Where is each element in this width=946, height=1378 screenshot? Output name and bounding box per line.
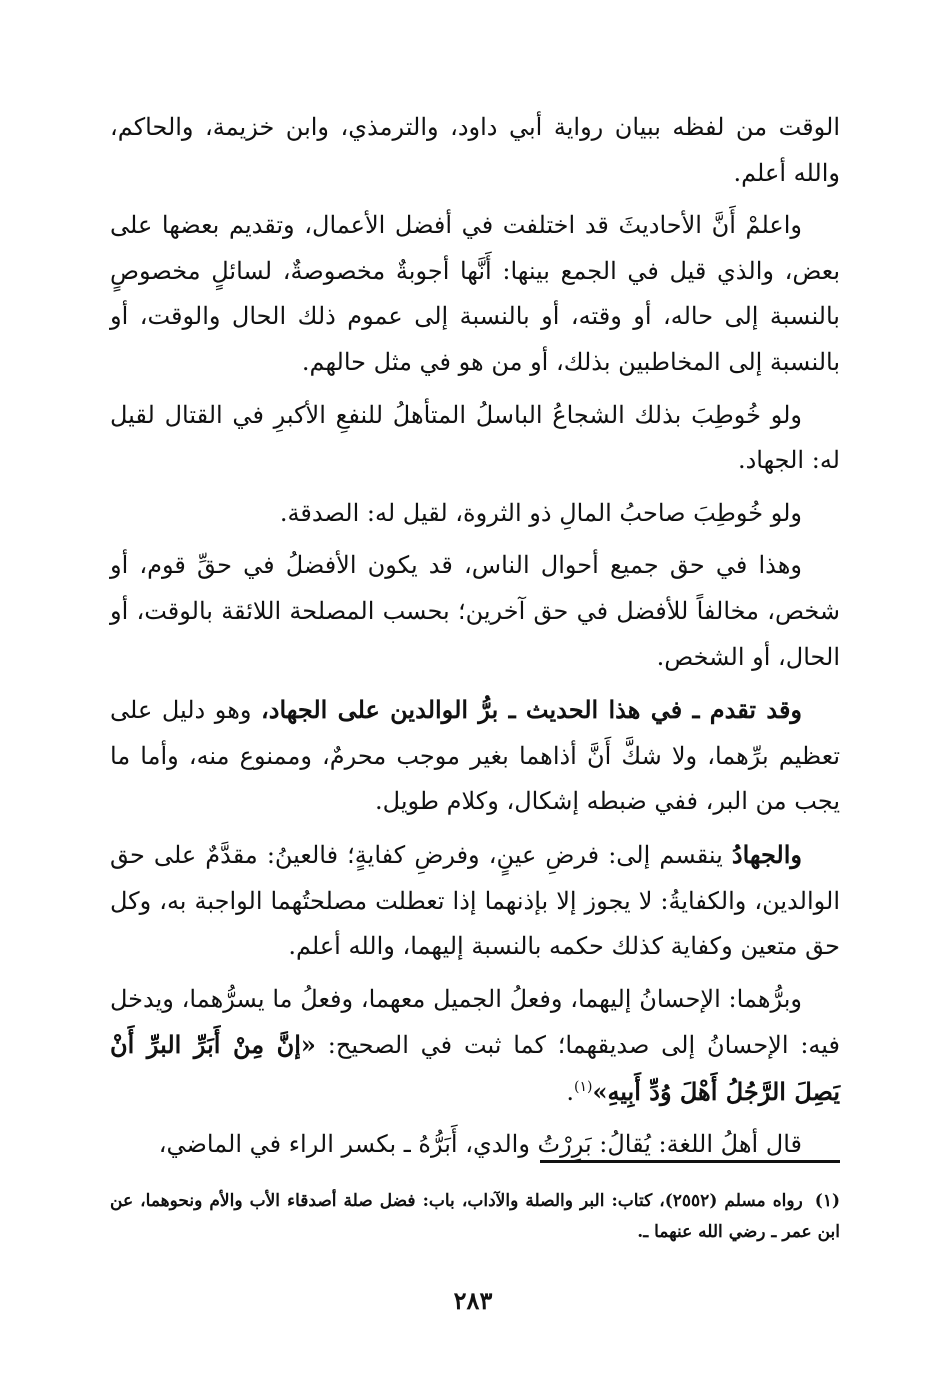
paragraph-6 [110,687,840,825]
paragraph-5-text: وهذا في حق جميع أحوال الناس، قد يكون الأفضلُ في حقِّ قوم، أو شخص، مخالفاً للأفضل في حق آخرين؛ بحسب المصلحة اللائقة بالوقت، أو الحال، أو الشخص. [110,551,840,671]
paragraph-2 [110,203,840,385]
paragraph-6-bold-lead: وقد تقدم ـ في هذا الحديث ـ برُّ الوالدين على الجهاد، [261,695,803,725]
paragraph-4-text: ولو خُوطِبَ صاحبُ المالِ ذو الثروة، لقيل له: الصدقة. [279,498,802,527]
paragraph-9-text: قال أهلُ اللغة: يُقالُ: بَرِرْتُ والدي، أَبَرُّهُ ـ بكسر الراء في الماضي، [158,1130,802,1159]
paragraph-7-text: ينقسم إلى: فرضِ عينٍ، وفرضِ كفايةٍ؛ فالعينُ: مقدَّمٌ على حق الوالدين، والكفايةُ: لا يجوز إلا بإذنهما إذا تعطلت مصلحتُهما الواجبة به، وكل حق متعين وكفاية كذلك حكمه بالنسبة إليهما، والله أعلم. [110,840,840,961]
paragraph-7 [110,832,840,970]
paragraph-7-bold-lead: والجهادُ [731,839,802,869]
paragraph-1-text: الوقت من لفظه ببيان رواية أبي داود، والترمذي، وابن خزيمة، والحاكم، والله أعلم. [110,113,840,187]
paragraph-8-text: وبرُّهما: الإحسانُ إليهما، وفعلُ الجميل معهما، وفعلُ ما يسرُّهما، ويدخل فيه: الإحسانُ إلى صديقهما؛ كما ثبت في الصحيح: [110,984,840,1060]
hadith-quote: «إنَّ مِنْ أَبَرِّ البرِّ أَنْ يَصِلَ الرَّجُلُ أَهْلَ وُدِّ أَبِيهِ» [110,1030,840,1106]
footnote-text: رواه مسلم (٢٥٥٢)، كتاب: البر والصلة والآداب، باب: فضل صلة أصدقاء الأب والأم ونحوهما، عن ابن عمر ـ رضي الله عنهما ـ. [110,1191,840,1242]
footnote-reference: (١) [573,1078,593,1095]
paragraph-6-text: وهو دليل على تعظيم برِّهما، ولا شكَّ أَنَّ أذاهما بغير موجب محرمٌ، وممنوع منه، وأما ما يجب من البر، ففي ضبطه إشكال، وكلام طويل. [110,696,840,816]
page-number: ٢٨٣ [453,1286,493,1315]
footnote-marker: (١) [814,1191,840,1211]
paragraph-3-text: ولو خُوطِبَ بذلك الشجاعُ الباسلُ المتأهلُ للنفعِ الأكبرِ في القتال لقيل له: الجهاد. [110,400,840,475]
paragraph-2-text: واعلمْ أَنَّ الأحاديثَ قد اختلفت في أفضل الأعمال، وتقديم بعضها على بعض، والذي قيل في الجمع بينها: أَنَّها أجوبةٌ مخصوصةٌ، لسائلٍ مخصوصٍ بالنسبة إلى حاله، أو وقته، أو بالنسبة إلى عموم ذلك الحال والوقت، أو بالنسبة إلى المخاطبين بذلك، أو من هو في مثل حالهم. [110,211,840,376]
paragraph-1 [110,105,840,196]
paragraph-5 [110,543,840,680]
paragraph-8 [110,977,840,1116]
paragraph-3 [110,393,840,484]
paragraph-4 [110,491,840,537]
footnote-divider [540,1160,840,1163]
footnote [110,1186,840,1248]
paragraph-8-end: . [566,1077,574,1106]
main-text [110,105,840,1175]
